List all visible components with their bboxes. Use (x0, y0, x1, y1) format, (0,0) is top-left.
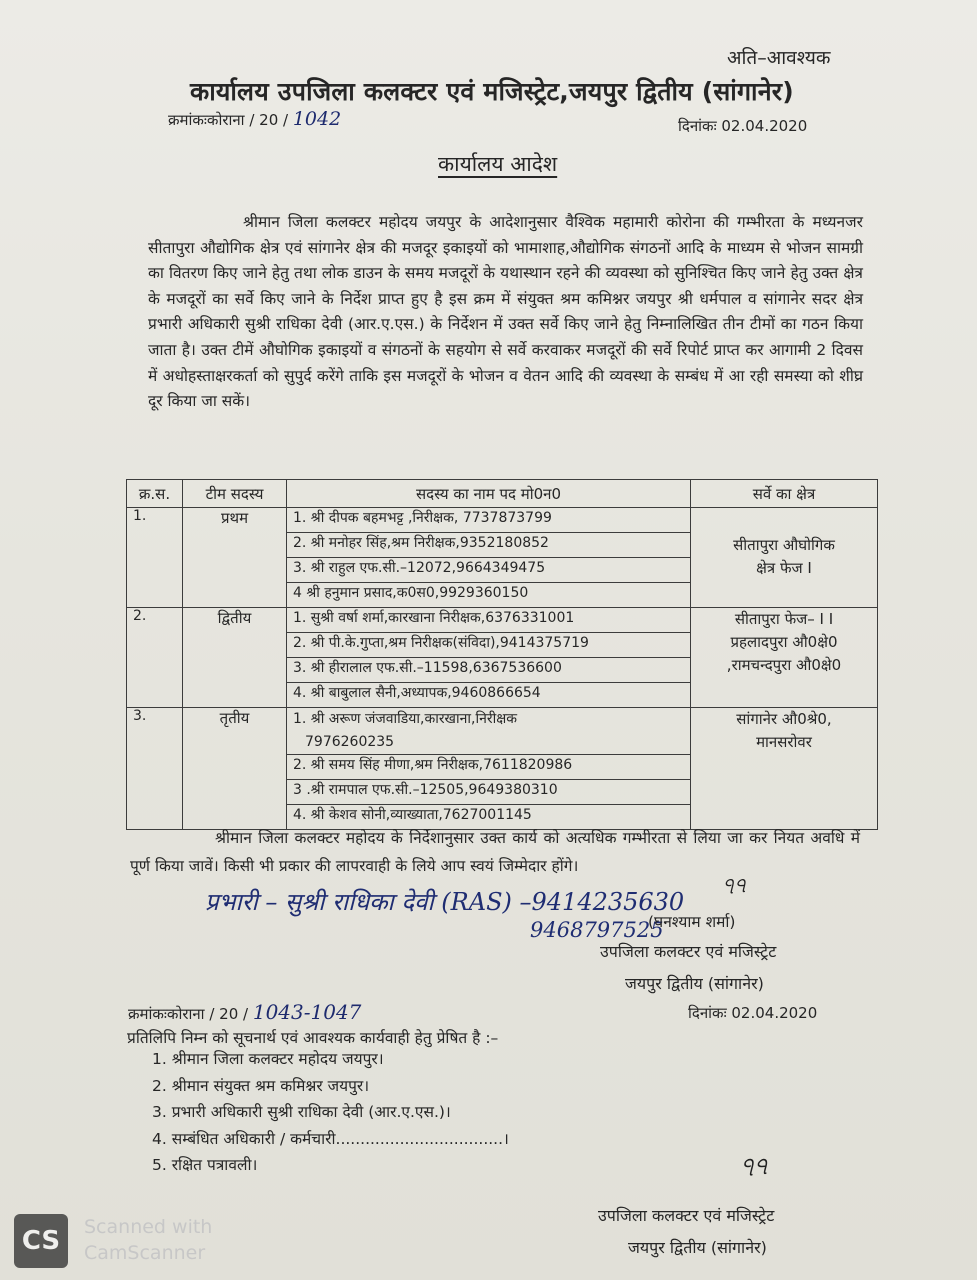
reference-handwritten: 1042 (292, 108, 342, 130)
team-serial: 3. (127, 708, 183, 830)
team-member: 4. श्री बाबुलाल सैनी,अध्यापक,9460866654 (287, 683, 691, 708)
survey-area-line: सांगानेर औ0श्रे0, (736, 710, 832, 728)
watermark-line: CamScanner (84, 1242, 206, 1264)
list-item: 4. सम्बंधित अधिकारी / कर्मचारी..................................। (152, 1129, 509, 1148)
watermark-line: Scanned with (84, 1216, 213, 1238)
order-date: दिनांकः 02.04.2020 (678, 117, 808, 135)
handwritten-incharge-note: प्रभारी – सुश्री राधिका देवी (RAS) –9414235630 (205, 888, 685, 916)
camscanner-logo-icon: CS (14, 1214, 68, 1268)
team-member: 2. श्री समय सिंह मीणा,श्रम निरीक्षक,7611820986 (287, 755, 691, 780)
team-member: 1. सुश्री वर्षा शर्मा,कारखाना निरीक्षक,6376331001 (287, 608, 691, 633)
footer-designation: उपजिला कलक्टर एवं मजिस्ट्रेट (598, 1206, 775, 1225)
list-item: 1. श्रीमान जिला कलक्टर महोदय जयपुर। (152, 1050, 384, 1068)
table-row (127, 608, 878, 633)
table-header-row (127, 480, 878, 508)
survey-area-line: मानसरोवर (756, 733, 812, 751)
copy-date: दिनांकः 02.04.2020 (688, 1004, 818, 1022)
list-item: 3. प्रभारी अधिकारी सुश्री राधिका देवी (आर.ए.एस.)। (152, 1103, 451, 1121)
survey-area (691, 608, 878, 708)
survey-teams-table (126, 479, 878, 830)
team-name: प्रथम (183, 508, 287, 608)
team-member: 4. श्री केशव सोनी,व्याख्याता,7627001145 (287, 805, 691, 830)
survey-area-line: प्रहलादपुरा औ0क्षे0 (730, 633, 838, 651)
team-member-line: 1. श्री अरूण जंजवाडिया,कारखाना,निरीक्षक (293, 711, 518, 727)
team-name: तृतीय (183, 708, 287, 830)
table-header-area: सर्वे का क्षेत्र (691, 480, 878, 508)
table-row (127, 708, 878, 755)
reference-number (168, 108, 341, 130)
signer-name: (घनश्याम शर्मा) (648, 913, 736, 931)
footer-signature: ঀ৭ (740, 1148, 767, 1183)
office-title: कार्यालय उपजिला कलक्टर एवं मजिस्ट्रेट,जयपुर द्वितीय (सांगानेर) (190, 77, 794, 106)
signer-place: जयपुर द्वितीय (सांगानेर) (625, 974, 764, 993)
survey-area-line: सीतापुरा औघोगिक (733, 536, 835, 554)
copy-reference-number (128, 1000, 361, 1024)
copy-reference-handwritten: 1043-1047 (252, 1000, 362, 1024)
handwritten-phone-number: 9468797525 (530, 918, 664, 942)
order-body-paragraph: श्रीमान जिला कलक्टर महोदय जयपुर के आदेशानुसार वैश्विक महामारी कोरोना की गम्भीरता के मध्यनजर सीतापुरा औद्योगिक क्षेत्र एवं सांगानेर क्षेत्र की मजदूर इकाइयों को भामाशाह,औद्योगिक संगठनों आदि के माध्यम से भोजन सामग्री का वितरण किए जाने हेतु तथा लोक डाउन के समय मजदूरों के यथास्थान रहने की व्यवस्था को सुनिश्चित किए जाने हेतु उक्त क्षेत्र के मजदूरों का सर्वे किए जाने के निर्देश प्राप्त हुए है इस क्रम में संयुक्त श्रम कमिश्नर जयपुर श्री धर्मपाल व सांगानेर सदर क्षेत्र प्रभारी अधिकारी सुश्री राधिका देवी (आर.ए.एस.) के निर्देशन में उक्त सर्वे किए जाने हेतु निम्नालिखित तीन टीमों का गठन किया जाता है। उक्त टीमें औघोगिक इकाइयों व संगठनों के सहयोग से सर्वे करवाकर मजदूरों की सर्वे रिपोर्ट प्राप्त कर आगामी 2 दिवस में अधोहस्ताक्षरकर्ता को सुपुर्द करेंगे ताकि इस मजदूरों के भोजन व वेतन आदि की व्यवस्था के सम्बंध में आ रही समस्या को शीघ्र दूर किया जा सकें। (148, 213, 864, 411)
team-member (287, 708, 691, 755)
team-member-line: 7976260235 (305, 734, 395, 750)
table-header-team: टीम सदस्य (183, 480, 287, 508)
footer-place: जयपुर द्वितीय (सांगानेर) (628, 1238, 767, 1257)
team-member: 3. श्री हीरालाल एफ.सी.–11598,6367536600 (287, 658, 691, 683)
order-heading: कार्यालय आदेश (438, 152, 558, 176)
team-serial: 2. (127, 608, 183, 708)
closing-paragraph: श्रीमान जिला कलक्टर महोदय के निर्देशानुसार उक्त कार्य को अत्यधिक गम्भीरता से लिया जा कर नियत अवधि में पूर्ण किया जावें। किसी भी प्रकार की लापरवाही के लिये आप स्वयं जिम्मेदार होंगे। (130, 829, 860, 875)
team-name: द्वितीय (183, 608, 287, 708)
table-row (127, 508, 878, 533)
team-member: 3 .श्री रामपाल एफ.सी.–12505,9649380310 (287, 780, 691, 805)
team-member: 2. श्री पी.के.गुप्ता,श्रम निरीक्षक(संविदा),9414375719 (287, 633, 691, 658)
team-member: 1. श्री दीपक बहमभट्ट ,निरीक्षक, 7737873799 (287, 508, 691, 533)
reference-prefix: क्रमांकःकोराना / 20 / (168, 111, 289, 129)
list-item: 2. श्रीमान संयुक्त श्रम कमिश्नर जयपुर। (152, 1076, 370, 1095)
survey-area (691, 708, 878, 830)
list-item: 5. रक्षित पत्रावली। (152, 1156, 258, 1174)
table-header-serial: क्र.स. (127, 480, 183, 508)
copy-intro: प्रतिलिपि निम्न को सूचनार्थ एवं आवश्यक कार्यवाही हेतु प्रेषित है :– (127, 1029, 499, 1047)
survey-area (691, 508, 878, 608)
urgent-label: अति–आवश्यक (727, 47, 831, 69)
copy-reference-prefix: क्रमांकःकोराना / 20 / (128, 1005, 249, 1023)
team-member: 4 श्री हनुमान प्रसाद,क0स0,9929360150 (287, 583, 691, 608)
signature: ঀ৭ (722, 870, 746, 900)
survey-area-line: सीतापुरा फेज– I I (734, 610, 834, 628)
team-member: 2. श्री मनोहर सिंह,श्रम निरीक्षक,9352180852 (287, 533, 691, 558)
team-member: 3. श्री राहुल एफ.सी.–12072,9664349475 (287, 558, 691, 583)
survey-area-line: क्षेत्र फेज I (756, 559, 812, 577)
team-serial: 1. (127, 508, 183, 608)
table-header-member: सदस्य का नाम पद मो0न0 (287, 480, 691, 508)
survey-area-line: ,रामचन्दपुरा औ0क्षे0 (726, 656, 842, 674)
copy-recipients-list (152, 1046, 509, 1179)
signer-designation: उपजिला कलक्टर एवं मजिस्ट्रेट (600, 942, 777, 961)
